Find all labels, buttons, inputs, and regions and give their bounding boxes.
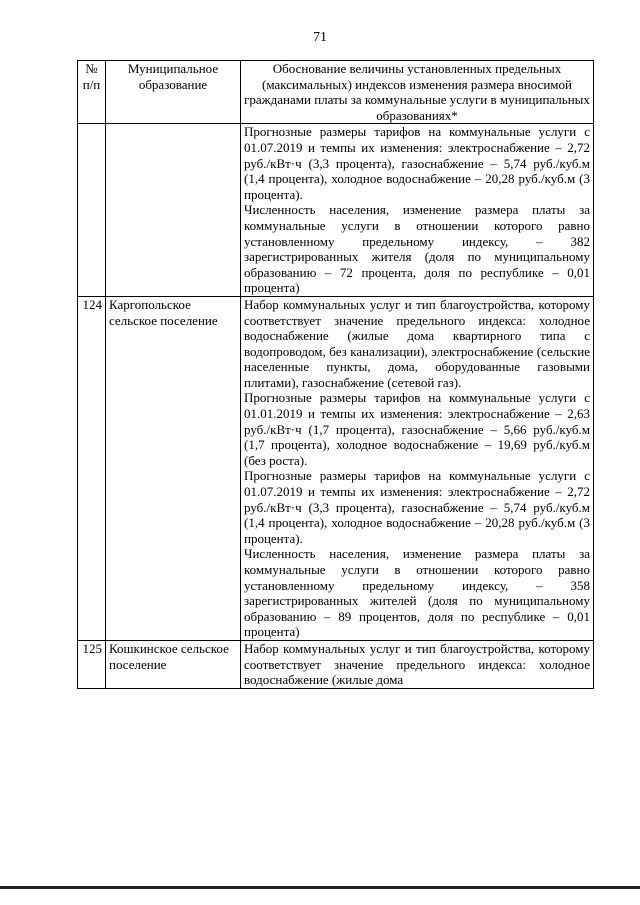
paragraph: Численность населения, изменение размера платы за коммунальные услуги в отношении которого равно установленному предельному индексу, – 358 зарегистрированных жителей (доля по муниципальному образованию – 89 процентов, доля по республике – 0,01 процента) (244, 546, 590, 640)
paragraph: Прогнозные размеры тарифов на коммунальные услуги с 01.07.2019 и темпы их изменения: электроснабжение – 2,72 руб./кВт·ч (3,3 процента), газоснабжение – 5,74 руб./куб.м (1,4 процента), холодное водоснабжение – 20,28 руб./куб.м (3 процента). (244, 468, 590, 546)
table-header-row (78, 61, 594, 124)
table-row (78, 124, 594, 297)
municipality-name (106, 124, 241, 297)
table-row (78, 296, 594, 640)
paragraph: Набор коммунальных услуг и тип благоустройства, которому соответствует значение предельного индекса: холодное водоснабжение (жилые дома квартирного типа с водопроводом, без канализации), электроснабжение (сельские населенные пункты, дома, оборудованные газовыми плитами), газоснабжение (сетевой газ). (244, 296, 590, 390)
row-number: 125 (78, 640, 106, 688)
municipality-name: Кошкинское сельское поселение (106, 640, 241, 688)
paragraph: Прогнозные размеры тарифов на коммунальные услуги с 01.07.2019 и темпы их изменения: электроснабжение – 2,72 руб./кВт·ч (3,3 процента), газоснабжение – 5,74 руб./куб.м (1,4 процента), холодное водоснабжение – 20,28 руб./куб.м (3 процента). (244, 124, 590, 202)
paragraph: Прогнозные размеры тарифов на коммунальные услуги с 01.01.2019 и темпы их изменения: электроснабжение – 2,63 руб./кВт·ч (1,7 процента), газоснабжение – 5,66 руб./куб.м (1,7 процента), холодное водоснабжение – 19,69 руб./куб.м (без роста). (244, 390, 590, 468)
page-bottom-edge (0, 886, 640, 889)
municipality-name: Каргопольское сельское поселение (106, 296, 241, 640)
justification-cell (241, 640, 594, 688)
header-justification: Обоснование величины установленных предельных (максимальных) индексов изменения размера вносимой гражданами платы за коммунальные услуги в муниципальных образованиях* (241, 61, 594, 124)
header-municipality: Муниципальное образование (106, 61, 241, 124)
tariff-justification-table (77, 60, 594, 689)
page-number: 71 (313, 30, 327, 45)
row-number (78, 124, 106, 297)
justification-cell (241, 296, 594, 640)
table-row (78, 640, 594, 688)
header-number: № п/п (78, 61, 106, 124)
paragraph: Численность населения, изменение размера платы за коммунальные услуги в отношении которого равно установленному предельному индексу, – 382 зарегистрированных жителя (доля по муниципальному образованию – 72 процента, доля по республике – 0,01 процента) (244, 202, 590, 296)
justification-cell (241, 124, 594, 297)
paragraph: Набор коммунальных услуг и тип благоустройства, которому соответствует значение предельного индекса: холодное водоснабжение (жилые дома (244, 640, 590, 688)
row-number: 124 (78, 296, 106, 640)
